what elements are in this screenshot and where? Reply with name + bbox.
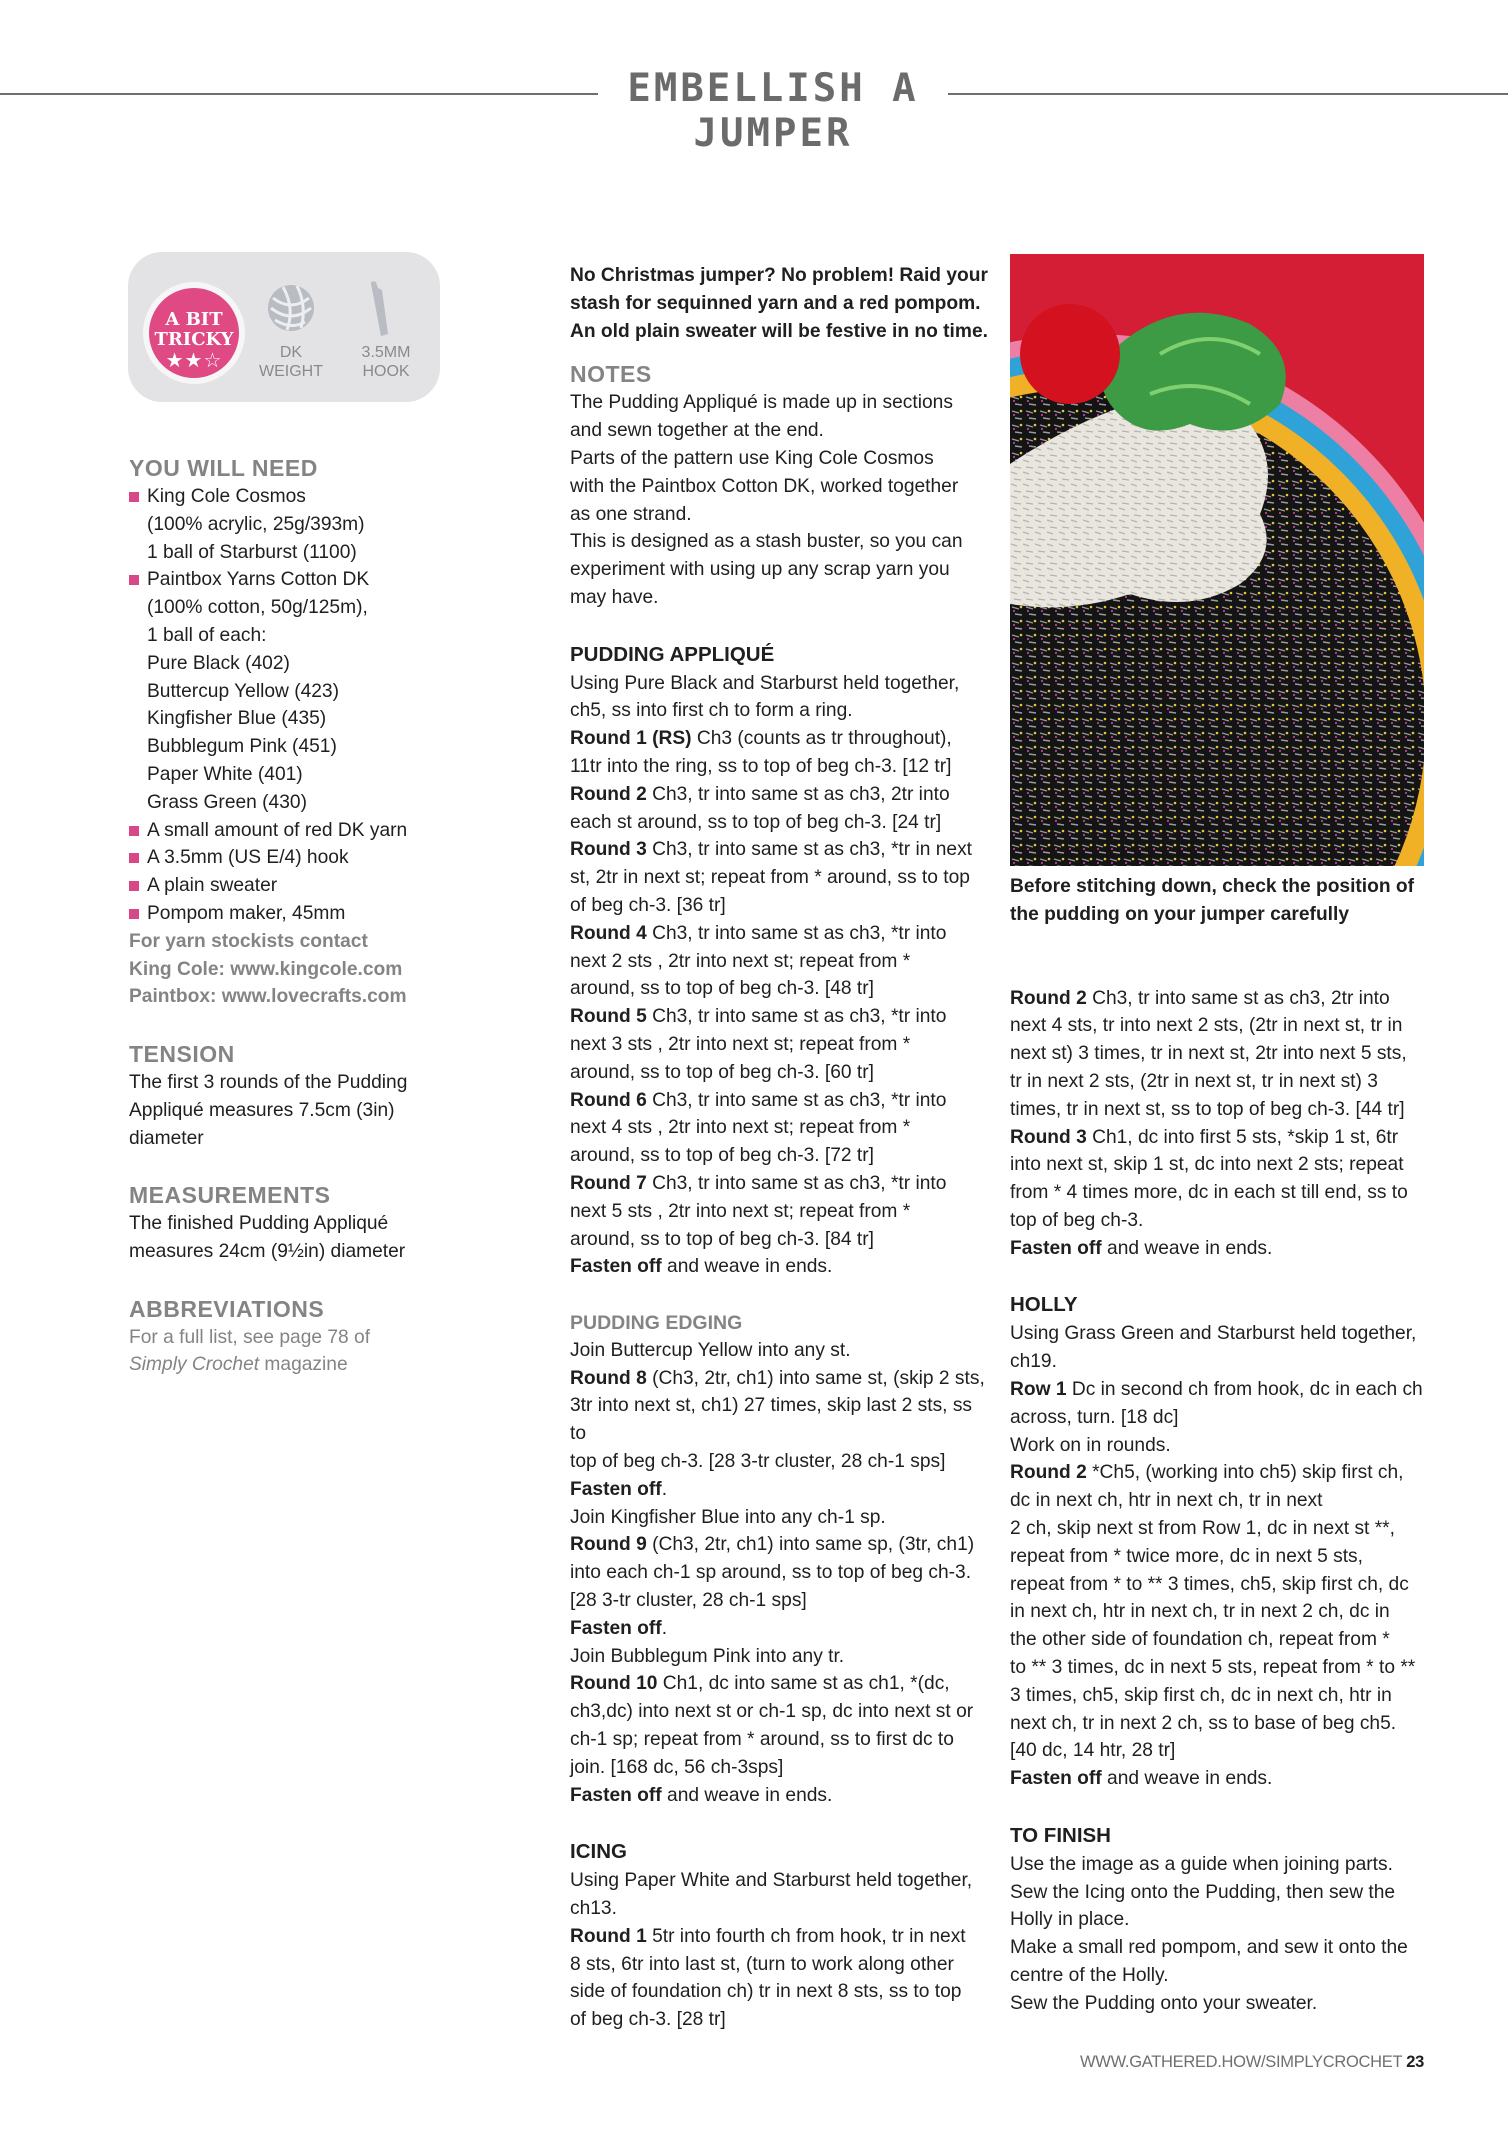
instruction-line xyxy=(570,1726,990,1754)
header-rule-left xyxy=(0,93,598,95)
instruction-text: repeat from * to ** 3 times, ch5, skip first ch, dc xyxy=(1010,1573,1409,1595)
instruction-step-label: Round 10 xyxy=(570,1673,658,1695)
pudding-photo xyxy=(1010,254,1424,866)
instruction-text: of beg ch-3. [36 tr] xyxy=(570,894,726,916)
instruction-step-label: Round 2 xyxy=(1010,987,1087,1009)
instruction-line xyxy=(1010,1626,1430,1654)
icing-continued-instructions xyxy=(1010,985,1430,1263)
instruction-text: around, ss to top of beg ch-3. [84 tr] xyxy=(570,1228,874,1250)
instruction-text: ch5, ss into first ch to form a ring. xyxy=(570,700,853,722)
instruction-text: Work on in rounds. xyxy=(1010,1434,1171,1456)
instruction-text: (Ch3, 2tr, ch1) into same st, (skip 2 sts, xyxy=(646,1367,985,1389)
instruction-text: join. [168 dc, 56 ch-3sps] xyxy=(570,1756,784,1778)
stockist-contact: For yarn stockists contact xyxy=(129,930,368,952)
instruction-text: dc in next ch, htr in next ch, tr in next xyxy=(1010,1490,1323,1512)
finish-text: centre of the Holly. xyxy=(1010,1964,1169,1986)
instruction-text: 11tr into the ring, ss to top of beg ch-3. [12 tr] xyxy=(570,755,952,777)
instruction-text: [28 3-tr cluster, 28 ch-1 sps] xyxy=(570,1590,807,1612)
instruction-text: into next st, skip 1 st, dc into next 2 sts; repeat xyxy=(1010,1154,1404,1176)
materials-item: A 3.5mm (US E/4) hook xyxy=(129,844,429,872)
instruction-text: and weave in ends. xyxy=(1101,1237,1273,1259)
icing-heading: ICING xyxy=(570,1840,627,1864)
weight-label xyxy=(246,343,336,381)
notes-text: The Pudding Appliqué is made up in sections xyxy=(570,392,953,414)
instruction-step-label: Round 2 xyxy=(1010,1462,1087,1484)
materials-item: 1 ball of each: xyxy=(147,624,267,646)
instruction-line xyxy=(1010,1515,1430,1543)
instruction-line xyxy=(570,1337,990,1365)
measurements-heading: MEASUREMENTS xyxy=(129,1182,331,1209)
you-will-need-heading: YOU WILL NEED xyxy=(129,455,318,481)
edging-instructions xyxy=(570,1337,990,1810)
instruction-text: Using Grass Green and Starburst held together, xyxy=(1010,1323,1417,1345)
crochet-hook-icon xyxy=(364,280,394,338)
instruction-text: Ch3, tr into same st as ch3, 2tr into xyxy=(646,783,950,805)
instruction-text: ch19. xyxy=(1010,1351,1057,1373)
instruction-text: Ch3, tr into same st as ch3, 2tr into xyxy=(1086,987,1390,1009)
intro-text: No Christmas jumper? No problem! Raid your xyxy=(570,265,988,286)
page-title: EMBELLISH A JUMPER xyxy=(627,66,919,156)
instruction-step-label: Round 2 xyxy=(570,783,647,805)
difficulty-line2: TRICKY xyxy=(154,329,234,350)
instruction-line xyxy=(1010,1710,1430,1738)
instruction-text: Join Buttercup Yellow into any st. xyxy=(570,1339,851,1361)
instruction-text: into each ch-1 sp around, ss to top of beg ch-3. xyxy=(570,1562,972,1584)
materials-item: Buttercup Yellow (423) xyxy=(147,680,339,702)
instruction-text: ch13. xyxy=(570,1898,617,1920)
instruction-line xyxy=(1010,985,1430,1013)
instruction-line xyxy=(570,1559,990,1587)
instruction-line xyxy=(570,1198,990,1226)
instruction-line xyxy=(570,1895,990,1923)
instruction-text: around, ss to top of beg ch-3. [72 tr] xyxy=(570,1145,874,1167)
christmas-pudding-applique-image xyxy=(1010,254,1424,866)
instruction-text: times, tr in next st, ss to top of beg ch-3. [44 tr] xyxy=(1010,1098,1405,1120)
difficulty-badge xyxy=(143,282,245,384)
intro-text: stash for sequinned yarn and a red pompom. xyxy=(570,292,981,314)
instruction-text: st, 2tr in next st; repeat from * around, ss to top xyxy=(570,867,970,889)
notes-text: Parts of the pattern use King Cole Cosmos xyxy=(570,447,934,469)
instruction-line xyxy=(1010,1179,1430,1207)
instruction-text: *Ch5, (working into ch5) skip first ch, xyxy=(1086,1462,1404,1484)
finish-text: Holly in place. xyxy=(1010,1909,1130,1931)
holly-instructions xyxy=(1010,1320,1430,1793)
instruction-line xyxy=(570,836,990,864)
instruction-step-label: Round 1 xyxy=(570,1925,647,1947)
instruction-step-label: Fasten off xyxy=(1010,1237,1102,1259)
instruction-step-label: Fasten off xyxy=(570,1617,662,1639)
finish-text: Use the image as a guide when joining parts. xyxy=(1010,1853,1393,1875)
instruction-line xyxy=(570,1226,990,1254)
instruction-step-label: Fasten off xyxy=(1010,1768,1102,1790)
instruction-text: the other side of foundation ch, repeat from * xyxy=(1010,1629,1390,1651)
instruction-text: Ch3, tr into same st as ch3, *tr into xyxy=(646,922,947,944)
right-column xyxy=(1010,873,1430,2017)
instruction-text: Join Kingfisher Blue into any ch-1 sp. xyxy=(570,1506,886,1528)
difficulty-stars: ★★☆ xyxy=(165,350,223,372)
materials-item: Grass Green (430) xyxy=(147,791,307,813)
instruction-line xyxy=(1010,1348,1430,1376)
instruction-line xyxy=(1010,1571,1430,1599)
instruction-text: next 3 sts , 2tr into next st; repeat from * xyxy=(570,1033,911,1055)
instruction-line xyxy=(1010,1737,1430,1765)
instruction-line xyxy=(1010,1487,1430,1515)
notes-text: with the Paintbox Cotton DK, worked together xyxy=(570,475,959,497)
instruction-text: Ch1, dc into same st as ch1, *(dc, xyxy=(657,1673,950,1695)
instruction-line xyxy=(570,1643,990,1671)
abbreviations-rest: magazine xyxy=(259,1354,348,1376)
instruction-text: around, ss to top of beg ch-3. [60 tr] xyxy=(570,1061,874,1083)
instruction-text: next 2 sts , 2tr into next st; repeat from * xyxy=(570,950,911,972)
tension-heading: TENSION xyxy=(129,1040,235,1067)
instruction-line xyxy=(570,1365,990,1393)
instruction-line xyxy=(570,1031,990,1059)
instruction-text: Using Paper White and Starburst held together, xyxy=(570,1870,973,1892)
instruction-text: Ch3 (counts as tr throughout), xyxy=(691,728,952,750)
instruction-text: Join Bubblegum Pink into any tr. xyxy=(570,1645,845,1667)
notes-text: may have. xyxy=(570,586,659,608)
instruction-text: across, turn. [18 dc] xyxy=(1010,1406,1179,1428)
instruction-step-label: Round 6 xyxy=(570,1089,647,1111)
instruction-line xyxy=(570,1951,990,1979)
instruction-line xyxy=(570,1782,990,1810)
instruction-step-label: Fasten off xyxy=(570,1478,662,1500)
instruction-text: next 4 sts, tr into next 2 sts, (2tr in next st, tr in xyxy=(1010,1015,1403,1037)
notes-heading: NOTES xyxy=(570,361,652,388)
instruction-line xyxy=(570,1253,990,1281)
instruction-text: top of beg ch-3. [28 3-tr cluster, 28 ch-1 sps] xyxy=(570,1451,946,1473)
instruction-line xyxy=(570,864,990,892)
instruction-line xyxy=(570,670,990,698)
measurements-text: measures 24cm (9½in) diameter xyxy=(129,1240,406,1262)
instruction-text: 3tr into next st, ch1) 27 times, skip last 2 sts, ss to xyxy=(570,1395,973,1445)
instruction-line xyxy=(1010,1012,1430,1040)
hook-line2: HOOK xyxy=(362,363,410,380)
materials-item: Pure Black (402) xyxy=(147,652,290,674)
instruction-step-label: Round 9 xyxy=(570,1534,647,1556)
instruction-line xyxy=(570,1698,990,1726)
stockist-contact: King Cole: www.kingcole.com xyxy=(129,958,403,980)
materials-item: Kingfisher Blue (435) xyxy=(147,708,327,730)
middle-column xyxy=(570,262,990,2034)
materials-item: A small amount of red DK yarn xyxy=(129,817,429,845)
materials-item: Bubblegum Pink (451) xyxy=(147,736,337,758)
instruction-step-label: Round 4 xyxy=(570,922,647,944)
instruction-line xyxy=(570,1448,990,1476)
finish-heading: TO FINISH xyxy=(1010,1823,1111,1847)
instruction-line xyxy=(570,809,990,837)
instruction-text: [40 dc, 14 htr, 28 tr] xyxy=(1010,1740,1176,1762)
instruction-step-label: Round 8 xyxy=(570,1367,647,1389)
instruction-line xyxy=(1010,1432,1430,1460)
instruction-line xyxy=(570,753,990,781)
instruction-text: Ch3, tr into same st as ch3, *tr into xyxy=(646,1089,947,1111)
instruction-line xyxy=(1010,1598,1430,1626)
instruction-text: next 5 sts , 2tr into next st; repeat from * xyxy=(570,1200,911,1222)
abbreviations-heading: ABBREVIATIONS xyxy=(129,1295,325,1322)
instruction-line xyxy=(570,1587,990,1615)
instruction-step-label: Fasten off xyxy=(570,1256,662,1278)
instruction-text: Using Pure Black and Starburst held together, xyxy=(570,672,960,694)
instruction-text: repeat from * twice more, dc in next 5 sts, xyxy=(1010,1545,1363,1567)
tension-text: The first 3 rounds of the Pudding xyxy=(129,1071,408,1093)
weight-line2: WEIGHT xyxy=(259,363,323,380)
instruction-text: and weave in ends. xyxy=(661,1784,833,1806)
instruction-line xyxy=(570,1142,990,1170)
icing-instructions xyxy=(570,1867,990,2034)
abbreviations-text xyxy=(129,1351,429,1379)
instruction-text: next ch, tr in next 2 ch, ss to base of beg ch5. xyxy=(1010,1712,1397,1734)
instruction-line xyxy=(570,975,990,1003)
measurements-text: The finished Pudding Appliqué xyxy=(129,1213,389,1235)
instruction-line xyxy=(570,1923,990,1951)
instruction-line xyxy=(570,1978,990,2006)
instruction-text: next 4 sts , 2tr into next st; repeat from * xyxy=(570,1117,911,1139)
instruction-line xyxy=(1010,1543,1430,1571)
materials-item: Paintbox Yarns Cotton DK xyxy=(129,566,429,594)
instruction-line xyxy=(570,892,990,920)
materials-item: Paper White (401) xyxy=(147,763,303,785)
instruction-line xyxy=(1010,1459,1430,1487)
abbreviations-text: For a full list, see page 78 of xyxy=(129,1326,371,1348)
stockist-contact: Paintbox: www.lovecrafts.com xyxy=(129,986,407,1008)
instruction-text: 8 sts, 6tr into last st, (turn to work along other xyxy=(570,1953,954,1975)
notes-text: experiment with using up any scrap yarn you xyxy=(570,559,950,581)
instruction-line xyxy=(1010,1320,1430,1348)
pudding-instructions xyxy=(570,670,990,1282)
footer xyxy=(1080,2053,1424,2072)
instruction-step-label: Row 1 xyxy=(1010,1378,1067,1400)
instruction-line xyxy=(570,1754,990,1782)
tension-text: Appliqué measures 7.5cm (3in) xyxy=(129,1099,395,1121)
finish-text: Sew the Pudding onto your sweater. xyxy=(1010,1992,1318,2014)
footer-url: WWW.GATHERED.HOW/SIMPLYCROCHET xyxy=(1080,2053,1402,2071)
edging-heading: PUDDING EDGING xyxy=(570,1311,743,1334)
instruction-step-label: Round 1 (RS) xyxy=(570,728,692,750)
instruction-text: Ch3, tr into same st as ch3, *tr into xyxy=(646,1006,947,1028)
materials-list xyxy=(129,483,429,928)
magazine-name: Simply Crochet xyxy=(129,1354,260,1376)
instruction-text: 5tr into fourth ch from hook, tr in next xyxy=(646,1925,966,1947)
hook-label xyxy=(341,343,431,381)
instruction-text: and weave in ends. xyxy=(1101,1768,1273,1790)
instruction-step-label: Round 5 xyxy=(570,1006,647,1028)
instruction-text: . xyxy=(661,1478,668,1500)
materials-item: King Cole Cosmos xyxy=(129,483,429,511)
instruction-text: next st) 3 times, tr in next st, 2tr into next 5 sts, xyxy=(1010,1043,1407,1065)
instruction-line xyxy=(570,1170,990,1198)
instruction-step-label: Fasten off xyxy=(570,1784,662,1806)
yarn-ball-icon xyxy=(265,282,317,334)
instruction-line xyxy=(1010,1096,1430,1124)
photo-caption: Before stitching down, check the position of xyxy=(1010,876,1415,897)
instruction-text: Ch3, tr into same st as ch3, *tr into xyxy=(646,1172,947,1194)
instruction-text: Ch1, dc into first 5 sts, *skip 1 st, 6tr xyxy=(1086,1126,1399,1148)
instruction-text: in next ch, htr in next ch, tr in next 2 ch, dc in xyxy=(1010,1601,1390,1623)
instruction-line xyxy=(570,1003,990,1031)
instruction-line xyxy=(570,920,990,948)
instruction-line xyxy=(570,1087,990,1115)
instruction-line xyxy=(570,697,990,725)
instruction-text: from * 4 times more, dc in each st till end, ss to xyxy=(1010,1182,1408,1204)
instruction-line xyxy=(570,1615,990,1643)
materials-item: A plain sweater xyxy=(129,872,429,900)
finish-text: Sew the Icing onto the Pudding, then sew the xyxy=(1010,1881,1396,1903)
holly-heading: HOLLY xyxy=(1010,1293,1078,1317)
instruction-line xyxy=(1010,1376,1430,1404)
materials-item: (100% acrylic, 25g/393m) xyxy=(147,513,365,535)
instruction-text: ch-1 sp; repeat from * around, ss to first dc to xyxy=(570,1729,954,1751)
instruction-line xyxy=(1010,1068,1430,1096)
weight-line1: DK xyxy=(279,344,303,361)
materials-item: (100% cotton, 50g/125m), xyxy=(147,597,368,619)
materials-item: Pompom maker, 45mm xyxy=(129,900,429,928)
instruction-line xyxy=(570,725,990,753)
instruction-step-label: Round 7 xyxy=(570,1172,647,1194)
instruction-line xyxy=(570,781,990,809)
instruction-line xyxy=(1010,1235,1430,1263)
instruction-text: 2 ch, skip next st from Row 1, dc in next st **, xyxy=(1010,1517,1395,1539)
instruction-line xyxy=(570,1867,990,1895)
instruction-line xyxy=(1010,1207,1430,1235)
intro-text: An old plain sweater will be festive in no time. xyxy=(570,320,988,342)
tension-text: diameter xyxy=(129,1127,204,1149)
instruction-line xyxy=(570,1476,990,1504)
instruction-text: ch3,dc) into next st or ch-1 sp, dc into next st or xyxy=(570,1701,974,1723)
page-number: 23 xyxy=(1406,2053,1424,2071)
instruction-line xyxy=(1010,1765,1430,1793)
instruction-text: Ch3, tr into same st as ch3, *tr in next xyxy=(646,839,973,861)
instruction-line xyxy=(570,1670,990,1698)
instruction-line xyxy=(570,1392,990,1448)
instruction-text: 3 times, ch5, skip first ch, dc in next ch, htr in xyxy=(1010,1684,1392,1706)
instruction-line xyxy=(570,1114,990,1142)
instruction-line xyxy=(1010,1404,1430,1432)
instruction-line xyxy=(1010,1124,1430,1152)
instruction-text: tr in next 2 sts, (2tr in next st, tr in next st) 3 xyxy=(1010,1070,1378,1092)
instruction-text: and weave in ends. xyxy=(661,1256,833,1278)
instruction-line xyxy=(570,1504,990,1532)
instruction-text: of beg ch-3. [28 tr] xyxy=(570,2009,726,2031)
materials-item: 1 ball of Starburst (1100) xyxy=(147,541,357,563)
notes-text: and sewn together at the end. xyxy=(570,420,824,442)
instruction-line xyxy=(1010,1682,1430,1710)
instruction-line xyxy=(1010,1040,1430,1068)
photo-caption: the pudding on your jumper carefully xyxy=(1010,903,1350,925)
instruction-step-label: Round 3 xyxy=(1010,1126,1087,1148)
instruction-step-label: Round 3 xyxy=(570,839,647,861)
instruction-line xyxy=(570,948,990,976)
difficulty-line1: A BIT xyxy=(165,309,223,330)
instruction-line xyxy=(570,2006,990,2034)
instruction-text: to ** 3 times, dc in next 5 sts, repeat from * to ** xyxy=(1010,1656,1416,1678)
left-column xyxy=(129,453,429,1379)
header-rule-right xyxy=(948,93,1508,95)
notes-text: This is designed as a stash buster, so you can xyxy=(570,531,963,553)
notes-text: as one strand. xyxy=(570,503,692,525)
instruction-text: . xyxy=(661,1617,668,1639)
instruction-text: around, ss to top of beg ch-3. [48 tr] xyxy=(570,978,874,1000)
hook-line1: 3.5MM xyxy=(361,344,411,361)
instruction-text: side of foundation ch) tr in next 8 sts, ss to top xyxy=(570,1981,962,2003)
instruction-line xyxy=(570,1059,990,1087)
instruction-text: (Ch3, 2tr, ch1) into same sp, (3tr, ch1) xyxy=(646,1534,975,1556)
finish-text: Make a small red pompom, and sew it onto the xyxy=(1010,1937,1408,1959)
instruction-line xyxy=(1010,1151,1430,1179)
instruction-text: top of beg ch-3. xyxy=(1010,1209,1144,1231)
instruction-text: each st around, ss to top of beg ch-3. [24 tr] xyxy=(570,811,942,833)
instruction-line xyxy=(1010,1654,1430,1682)
instruction-line xyxy=(570,1531,990,1559)
instruction-text: Dc in second ch from hook, dc in each ch xyxy=(1066,1378,1423,1400)
pudding-heading: PUDDING APPLIQUÉ xyxy=(570,642,775,666)
